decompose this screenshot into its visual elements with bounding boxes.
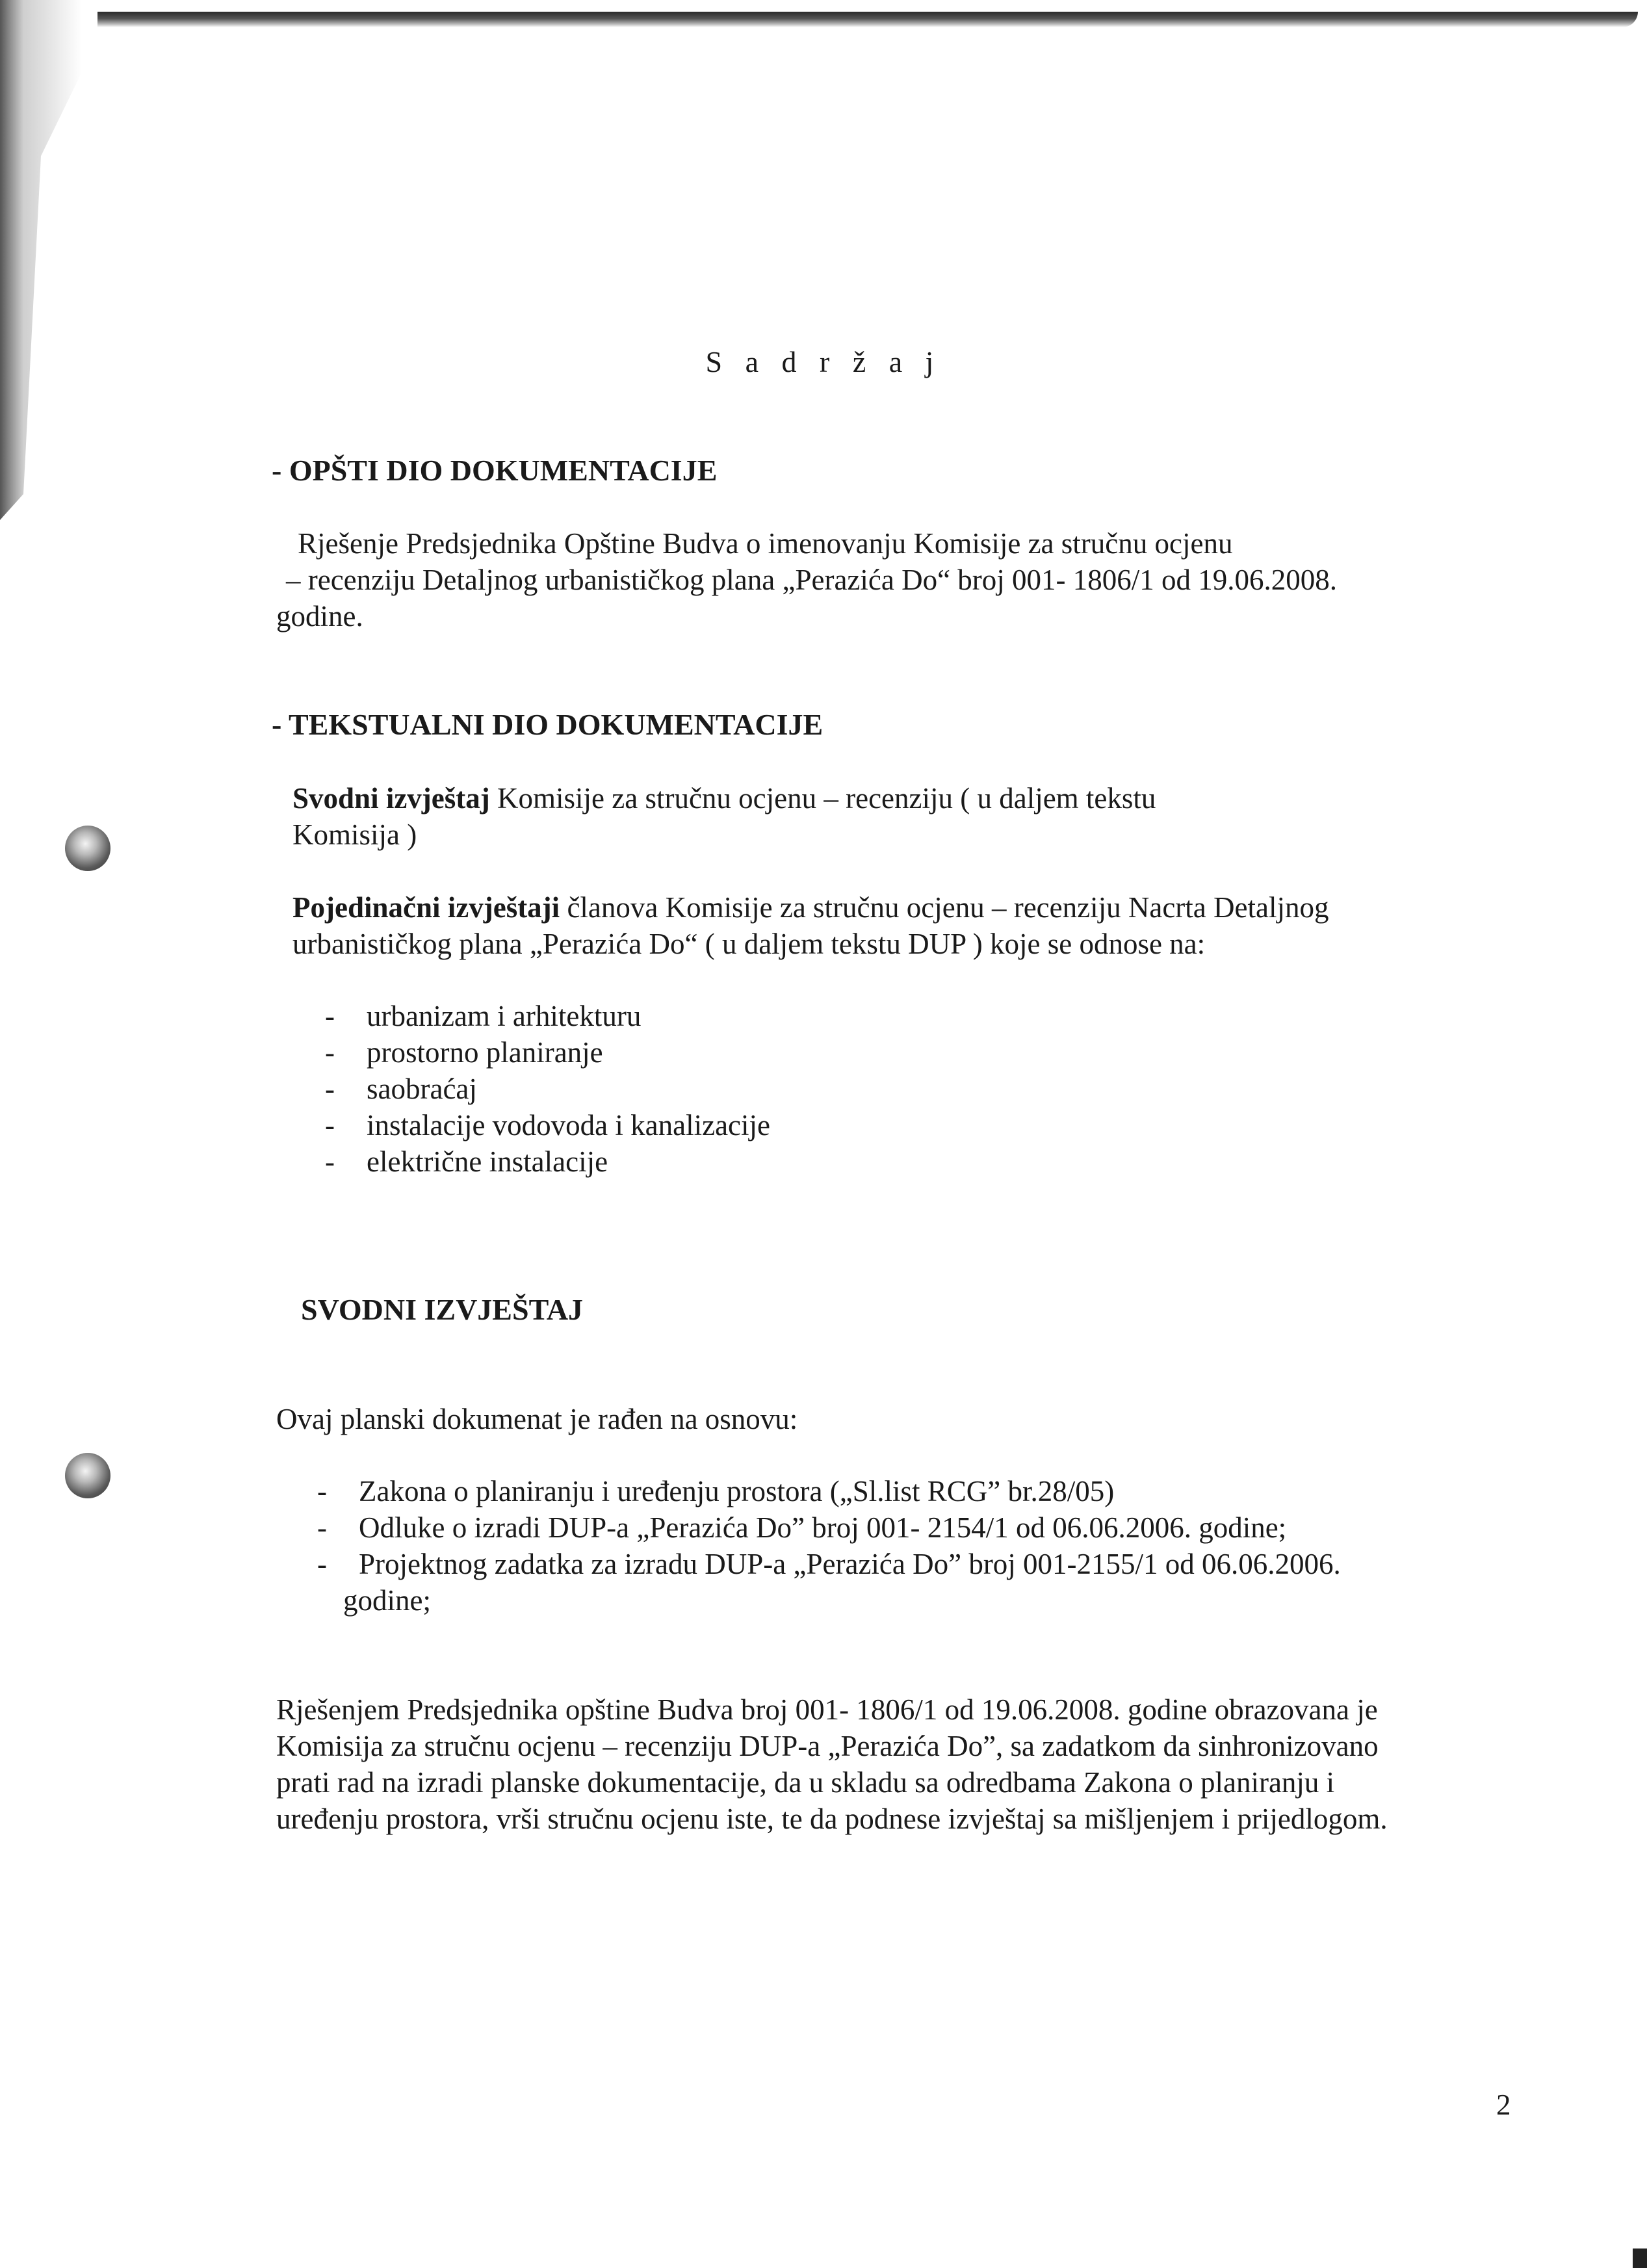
punch-hole-bottom xyxy=(65,1453,110,1498)
general-line-1: Rješenje Predsjednika Opštine Budva o imenovanju Komisije za stručnu ocjenu xyxy=(298,527,1233,560)
basis-continuation: godine; xyxy=(343,1584,431,1617)
individual-reports-title: Pojedinačni izvještaji xyxy=(292,891,560,924)
scan-left-shadow xyxy=(0,0,117,520)
individual-reports-line-2: urbanističkog plana „Perazića Do“ ( u daljem tekstu DUP ) koje se odnose na: xyxy=(292,928,1206,960)
individual-reports-text: članova Komisije za stručnu ocjenu – recenziju Nacrta Detaljnog xyxy=(560,891,1329,924)
list-item: - saobraćaj xyxy=(325,1071,770,1107)
section-general-heading: - OPŠTI DIO DOKUMENTACIJE xyxy=(272,454,718,487)
list-item: - Projektnog zadatka za izradu DUP-a „Perazića Do” broj 001-2155/1 od 06.06.2006. xyxy=(317,1546,1341,1582)
report-paragraph-line-2: Komisija za stručnu ocjenu – recenziju DUP-a „Perazića Do”, sa zadatkom da sinhronizovano xyxy=(276,1730,1379,1762)
report-intro: Ovaj planski dokumenat je rađen na osnovu: xyxy=(276,1403,798,1435)
summary-report-line-1 xyxy=(292,780,1156,816)
report-paragraph-line-1: Rješenjem Predsjednika opštine Budva broj 001- 1806/1 od 19.06.2008. godine obrazovana je xyxy=(276,1693,1378,1726)
list-item: - Zakona o planiranju i uređenju prostora („Sl.list RCG” br.28/05) xyxy=(317,1473,1341,1509)
report-paragraph-line-3: prati rad na izradi planske dokumentacije, da u skladu sa odredbama Zakona o planiranju i xyxy=(276,1766,1335,1799)
scan-corner-mark xyxy=(1633,2248,1647,2268)
list-item: - prostorno planiranje xyxy=(325,1034,770,1071)
section-text-heading: - TEKSTUALNI DIO DOKUMENTACIJE xyxy=(272,708,824,741)
list-item: - Odluke o izradi DUP-a „Perazića Do” broj 001- 2154/1 od 06.06.2006. godine; xyxy=(317,1509,1341,1546)
document-title: S a d r ž a j xyxy=(705,345,942,378)
page-number: 2 xyxy=(1496,2089,1511,2121)
topics-list xyxy=(325,998,770,1180)
individual-reports-line-1 xyxy=(292,889,1329,926)
scan-top-edge xyxy=(97,12,1638,27)
summary-report-line-2: Komisija ) xyxy=(292,818,417,851)
list-item: - električne instalacije xyxy=(325,1143,770,1180)
general-line-3: godine. xyxy=(276,600,363,632)
summary-report-text: Komisije za stručnu ocjenu – recenziju ( u daljem tekstu xyxy=(489,782,1156,815)
punch-hole-top xyxy=(65,826,110,871)
list-item: - instalacije vodovoda i kanalizacije xyxy=(325,1107,770,1143)
general-line-2: – recenziju Detaljnog urbanističkog plana „Perazića Do“ broj 001- 1806/1 od 19.06.2008. xyxy=(286,564,1338,596)
report-paragraph-line-4: uređenju prostora, vrši stručnu ocjenu iste, te da podnese izvještaj sa mišljenjem i prijedlogom. xyxy=(276,1803,1388,1835)
basis-list xyxy=(317,1473,1341,1582)
report-heading: SVODNI IZVJEŠTAJ xyxy=(301,1293,584,1326)
list-item: - urbanizam i arhitekturu xyxy=(325,998,770,1034)
summary-report-title: Svodni izvještaj xyxy=(292,782,490,815)
